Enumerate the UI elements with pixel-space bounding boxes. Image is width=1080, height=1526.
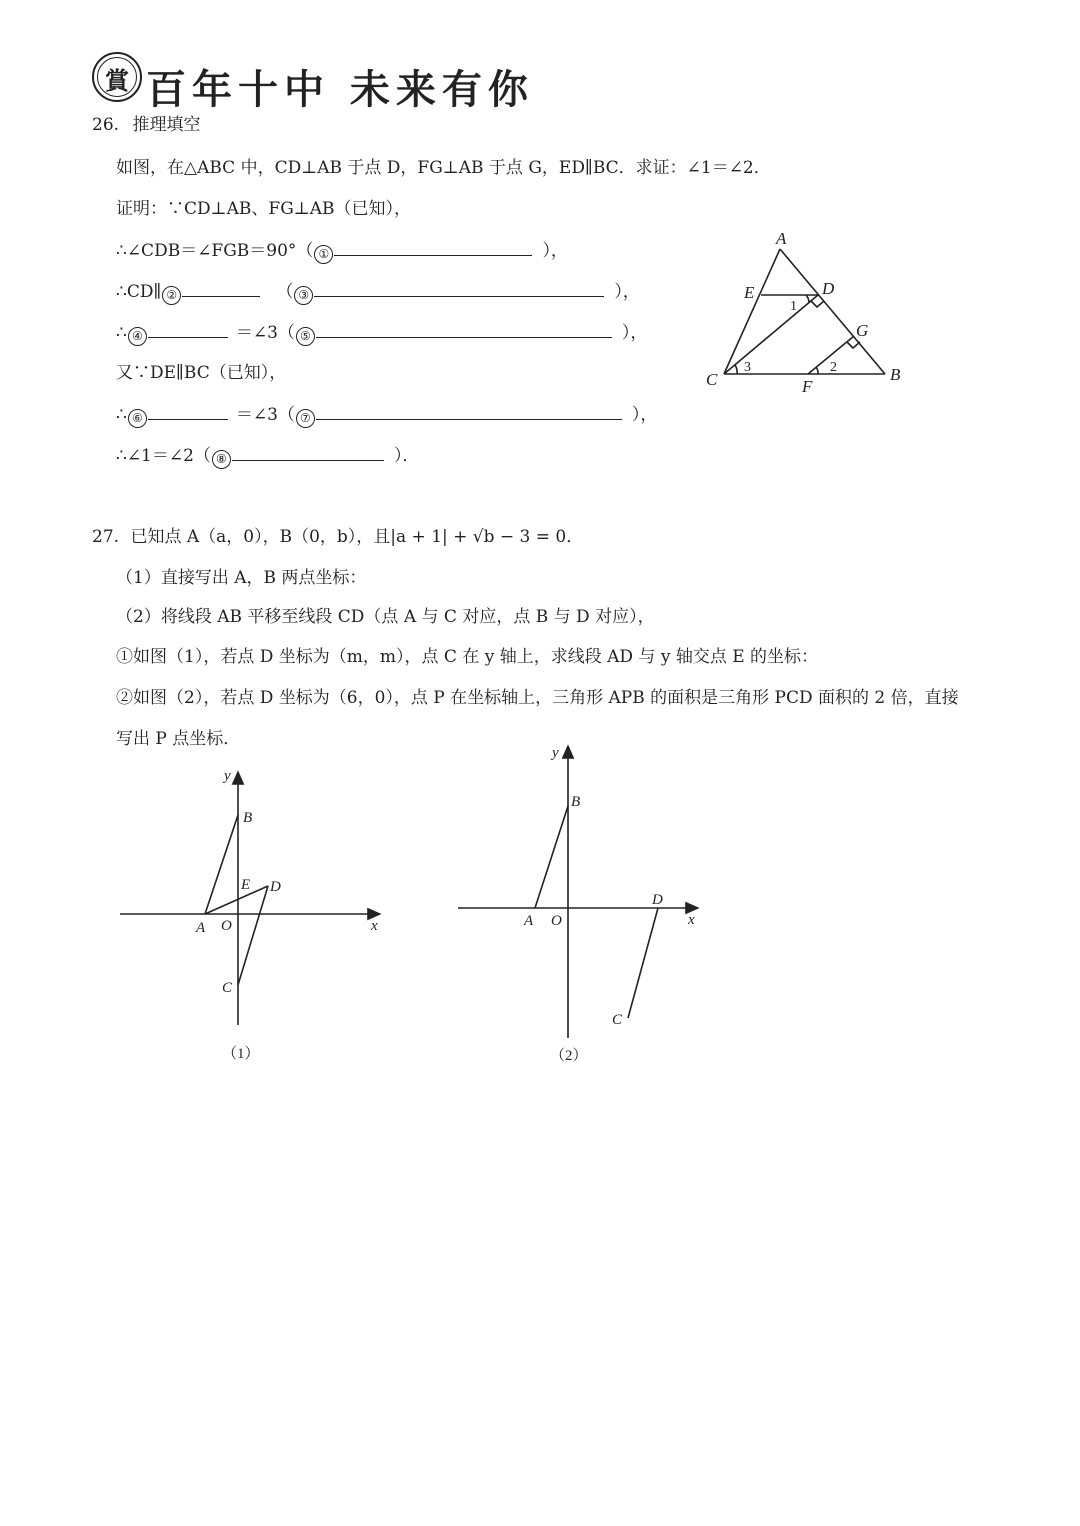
fig2-segment-AB bbox=[535, 806, 568, 908]
fig2-label-B: B bbox=[571, 794, 581, 810]
fig1-label-C: C bbox=[222, 980, 233, 996]
fig1-label-A: A bbox=[196, 920, 206, 936]
label-D: D bbox=[822, 279, 835, 298]
label-G: G bbox=[856, 321, 869, 340]
label-angle-3: 3 bbox=[744, 360, 751, 375]
fig1-label-y: y bbox=[224, 768, 231, 784]
fig2-label-x: x bbox=[688, 912, 695, 928]
fig1-caption: （1） bbox=[222, 1046, 260, 1062]
circle-8: ⑧ bbox=[212, 450, 231, 469]
q27-figure-1 bbox=[110, 760, 400, 1070]
label-angle-1: 1 bbox=[790, 299, 797, 314]
q27-sub1: ①如图（1），若点 D 坐标为（m，m），点 C 在 y 轴上，求线段 AD 与 y 轴交点 E 的坐标： bbox=[116, 647, 819, 667]
fig1-label-B: B bbox=[243, 810, 253, 826]
q27-figure-2 bbox=[448, 740, 708, 1080]
header-title: 百年十中 未来有你 bbox=[146, 67, 534, 113]
blank-1[interactable] bbox=[334, 239, 532, 256]
circle-2: ② bbox=[162, 286, 181, 305]
q26-problem: 如图，在△ABC 中，CD⊥AB 于点 D，FG⊥AB 于点 G，ED∥BC．求证：∠1＝∠2． bbox=[116, 158, 771, 178]
label-C: C bbox=[706, 370, 718, 389]
blank-8[interactable] bbox=[232, 444, 384, 461]
segment-AC bbox=[724, 249, 780, 374]
fig1-segment-CD bbox=[238, 886, 268, 985]
blank-2[interactable] bbox=[182, 280, 260, 297]
fig1-label-O: O bbox=[221, 918, 232, 934]
fig1-segment-AB bbox=[205, 815, 238, 914]
fig2-label-A: A bbox=[524, 913, 534, 929]
circle-6: ⑥ bbox=[128, 409, 147, 428]
label-F: F bbox=[802, 377, 813, 396]
blank-4[interactable] bbox=[148, 321, 228, 338]
label-angle-2: 2 bbox=[830, 360, 837, 375]
q27-part2: （2）将线段 AB 平移至线段 CD（点 A 与 C 对应，点 B 与 D 对应）， bbox=[116, 607, 655, 627]
blank-6[interactable] bbox=[148, 403, 228, 420]
fig1-label-D: D bbox=[270, 879, 281, 895]
q26-heading bbox=[92, 114, 200, 136]
q26-line1: ∴∠CDB＝∠FGB＝90°（ ① ）， bbox=[116, 239, 568, 264]
q26-line6: ∴∠1＝∠2（ ⑧ ）． bbox=[116, 444, 419, 469]
fig2-label-y: y bbox=[552, 745, 559, 761]
q26-line2: ∴CD∥ ② （ ③ ）， bbox=[116, 280, 640, 305]
q27-sub2a: ②如图（2），若点 D 坐标为（6，0），点 P 在坐标轴上，三角形 APB 的面积是三角形 PCD 面积的 2 倍，直接 bbox=[116, 688, 959, 708]
circle-3: ③ bbox=[294, 286, 313, 305]
q26-number: 26. bbox=[92, 115, 120, 135]
fig2-label-O: O bbox=[551, 913, 562, 929]
angle-arc-1 bbox=[806, 295, 809, 303]
q26-proof-start: 证明：∵CD⊥AB、FG⊥AB（已知）， bbox=[116, 199, 412, 219]
q26-triangle-figure bbox=[700, 225, 920, 400]
circle-1: ① bbox=[314, 245, 333, 264]
q26-line3: ∴ ④ ＝∠3（ ⑤ ）， bbox=[116, 321, 647, 346]
segment-CD bbox=[724, 295, 818, 374]
fig2-caption: （2） bbox=[550, 1048, 588, 1064]
fig2-label-D: D bbox=[652, 892, 663, 908]
q27-part1: （1）直接写出 A，B 两点坐标： bbox=[116, 568, 367, 588]
fig1-segment-AD bbox=[205, 886, 268, 914]
circle-4: ④ bbox=[128, 327, 147, 346]
label-E: E bbox=[744, 283, 755, 302]
label-B: B bbox=[890, 365, 901, 384]
blank-5[interactable] bbox=[316, 321, 612, 338]
fig1-label-E: E bbox=[241, 877, 251, 893]
q27-problem bbox=[92, 526, 583, 548]
fig2-segment-CD bbox=[628, 908, 658, 1018]
right-angle-D bbox=[811, 301, 824, 307]
blank-3[interactable] bbox=[314, 280, 604, 297]
school-logo-char: 賞 bbox=[105, 66, 129, 95]
q27-sub2b: 写出 P 点坐标． bbox=[116, 729, 241, 749]
blank-7[interactable] bbox=[316, 403, 622, 420]
circle-7: ⑦ bbox=[296, 409, 315, 428]
angle-arc-3 bbox=[735, 365, 737, 374]
q26-line4: 又∵DE∥BC（已知）， bbox=[116, 363, 287, 383]
q27-number: 27. bbox=[92, 527, 120, 547]
label-A: A bbox=[776, 229, 787, 248]
angle-arc-2 bbox=[816, 367, 818, 374]
q26-title: 推理填空 bbox=[132, 115, 201, 135]
fig1-label-x: x bbox=[371, 918, 378, 934]
circle-5: ⑤ bbox=[296, 327, 315, 346]
q26-line5: ∴ ⑥ ＝∠3（ ⑦ ）， bbox=[116, 403, 657, 428]
right-angle-G bbox=[847, 342, 860, 348]
q27-problem-text: 已知点 A（a，0），B（0，b），且|a + 1| + √b − 3 = 0． bbox=[130, 527, 584, 547]
fig2-label-C: C bbox=[612, 1012, 623, 1028]
